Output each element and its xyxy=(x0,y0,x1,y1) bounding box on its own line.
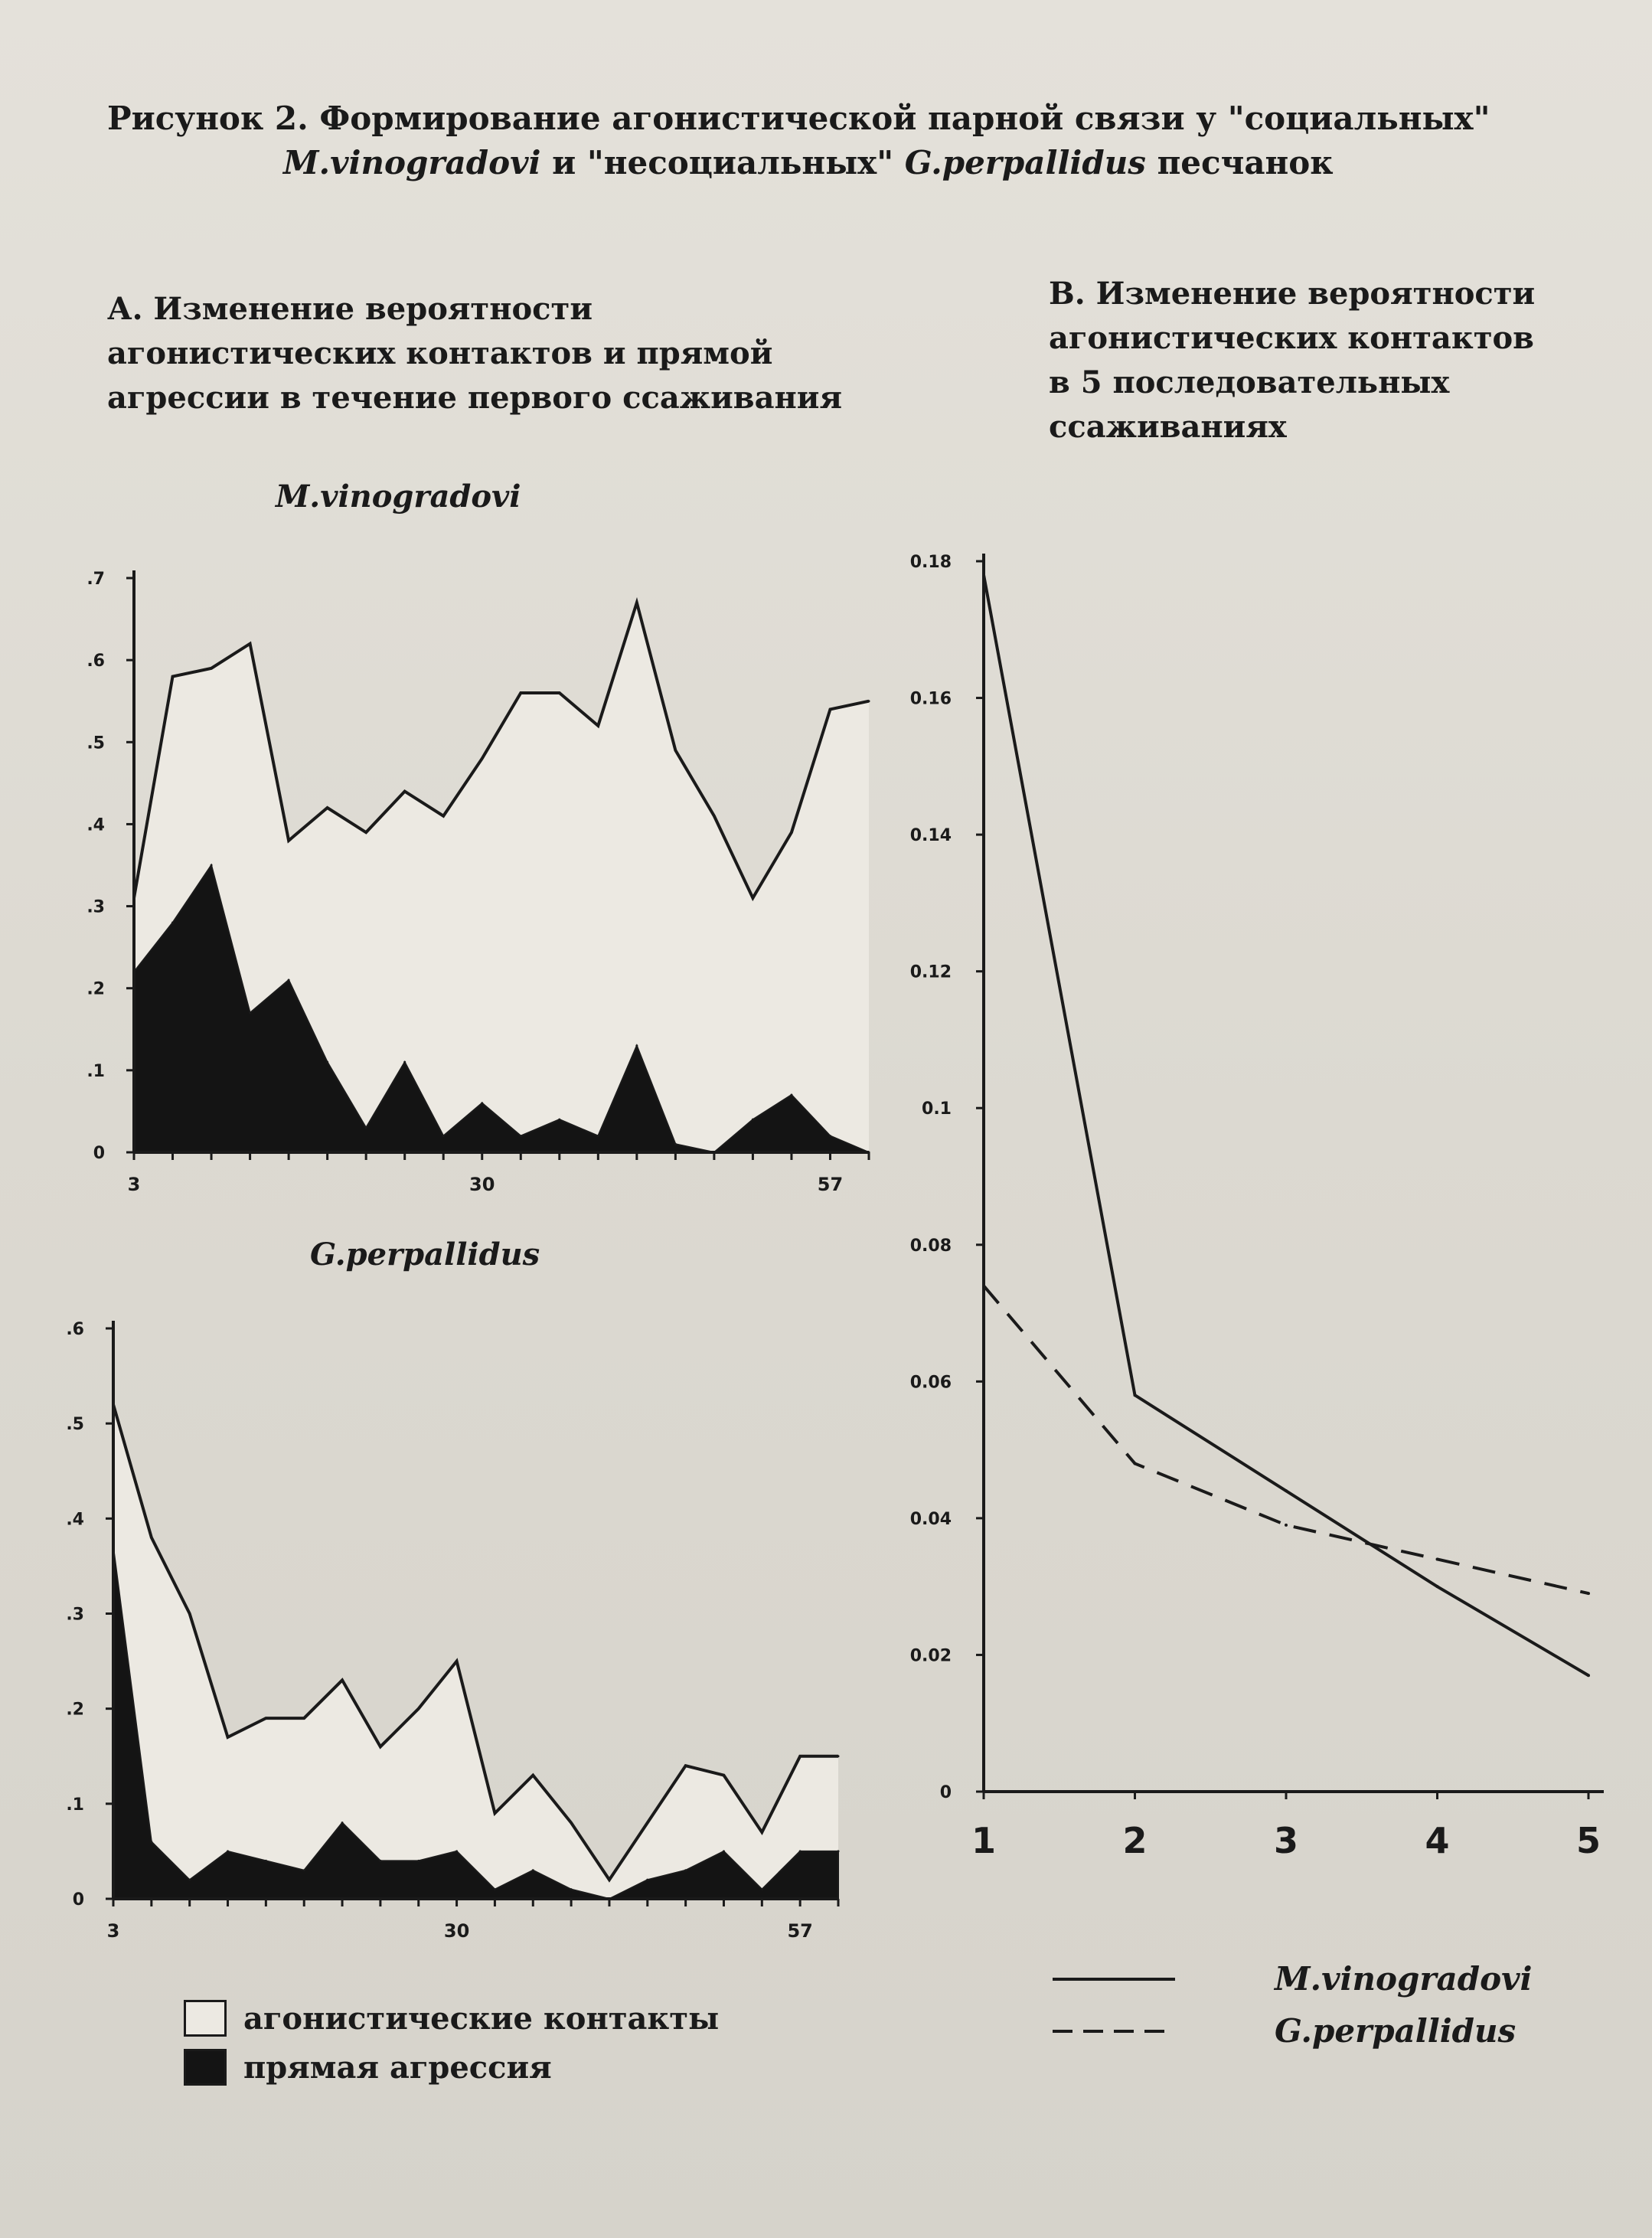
a2-aggression-point xyxy=(188,1879,191,1881)
a1-aggression-point xyxy=(520,1135,522,1137)
a1-contacts-point xyxy=(326,807,328,809)
a1-contacts-point xyxy=(829,708,831,711)
a1-y-tick-label: .4 xyxy=(87,815,105,835)
legend-b-solid xyxy=(1053,1960,1532,1998)
a1-x-tick-label: 57 xyxy=(817,1174,844,1195)
a2-aggression-point xyxy=(723,1850,725,1852)
a1-contacts-point xyxy=(365,831,367,834)
b-x-tick-label: 3 xyxy=(1273,1820,1299,1861)
a1-aggression-point xyxy=(249,1011,251,1014)
chart-a1-species-label: M.vinogradovi xyxy=(276,479,521,515)
b-y-tick-label: 0.1 xyxy=(922,1099,952,1119)
a1-y-tick-label: .1 xyxy=(87,1061,105,1081)
a2-contacts-point xyxy=(799,1755,802,1757)
legend-label-contacts: агонистические контакты xyxy=(243,2000,720,2037)
legend-b-label-mv: M.vinogradovi xyxy=(1275,1960,1533,1998)
a2-contacts-point xyxy=(532,1774,534,1776)
chart-a1-m-vinogradovi xyxy=(87,570,870,1195)
panel-b-heading-line4: ссаживаниях xyxy=(1049,409,1287,445)
a2-aggression-point xyxy=(379,1860,381,1862)
a1-y-tick-label: 0 xyxy=(93,1144,105,1163)
b-y-tick-label: 0.02 xyxy=(909,1646,952,1666)
b-y-tick-label: 0.18 xyxy=(909,553,952,572)
a1-aggression-point xyxy=(481,1102,483,1104)
a2-aggression-point xyxy=(265,1860,267,1862)
b-x-tick-label: 2 xyxy=(1122,1820,1148,1861)
a2-contacts-point xyxy=(150,1537,152,1539)
a1-aggression-point xyxy=(597,1135,599,1137)
b-y-tick-label: 0.08 xyxy=(909,1236,952,1256)
legend-dashed-line-sample xyxy=(1053,2027,1175,2035)
a1-x-tick-label: 3 xyxy=(127,1174,141,1195)
a1-y-tick-label: .7 xyxy=(87,570,105,589)
b-x-tick-label: 1 xyxy=(971,1820,997,1861)
a1-aggression-point xyxy=(288,979,290,982)
chart-a2-g-perpallidus xyxy=(66,1320,839,1942)
a1-contacts-point xyxy=(481,757,483,760)
b-point-m-vinogradovi xyxy=(982,573,985,577)
a1-contacts-point xyxy=(442,815,445,817)
legend-b-dashed xyxy=(1053,2012,1516,2050)
a1-aggression-point xyxy=(790,1094,792,1096)
a2-contacts-point xyxy=(723,1774,725,1776)
a2-y-tick-label: .2 xyxy=(66,1700,84,1720)
a2-contacts-point xyxy=(303,1717,305,1720)
a1-aggression-point xyxy=(635,1044,638,1047)
a1-x-tick-label: 30 xyxy=(469,1174,495,1195)
a1-y-tick-label: .2 xyxy=(87,979,105,999)
a2-aggression-point xyxy=(646,1879,648,1881)
a1-contacts-point xyxy=(520,692,522,694)
a2-y-tick-label: .5 xyxy=(66,1415,84,1435)
a2-contacts-point xyxy=(227,1736,229,1738)
a1-aggression-point xyxy=(403,1061,406,1063)
a1-aggression-point xyxy=(211,864,213,867)
a2-contacts-point xyxy=(837,1755,840,1757)
chart-b-sequential-contacts xyxy=(910,553,1604,1861)
title-mid-text: и "несоциальных" xyxy=(552,144,894,181)
a2-contacts-point xyxy=(455,1660,458,1662)
title-species-2: G.perpallidus xyxy=(904,144,1146,181)
a2-contacts-point xyxy=(761,1831,763,1834)
a2-contacts-point xyxy=(494,1812,496,1815)
a2-aggression-point xyxy=(837,1850,840,1852)
a2-aggression-point xyxy=(303,1869,305,1871)
b-point-m-vinogradovi xyxy=(1285,1489,1288,1492)
b-y-tick-label: 0.04 xyxy=(909,1509,952,1529)
b-point-g-perpallidus xyxy=(982,1284,985,1287)
a2-contacts-point xyxy=(379,1746,381,1748)
b-point-g-perpallidus xyxy=(1436,1557,1439,1560)
b-y-tick-label: 0.16 xyxy=(909,689,952,709)
a2-y-tick-label: .1 xyxy=(66,1795,84,1815)
b-line-m-vinogradovi xyxy=(984,575,1588,1675)
a2-contacts-point xyxy=(265,1717,267,1720)
b-x-tick-label: 4 xyxy=(1425,1820,1450,1861)
legend-b-label-gp: G.perpallidus xyxy=(1275,2012,1517,2050)
a1-contacts-point xyxy=(558,692,560,694)
a1-contacts-point xyxy=(597,724,599,727)
a1-contacts-point xyxy=(635,602,638,604)
a1-contacts-point xyxy=(868,700,870,702)
b-point-g-perpallidus xyxy=(1285,1524,1288,1527)
b-y-tick-label: 0 xyxy=(939,1783,952,1802)
a2-aggression-point xyxy=(570,1888,573,1890)
a2-aggression-point xyxy=(494,1888,496,1890)
a2-aggression-point xyxy=(417,1860,420,1862)
panel-a-heading-line2: агонистических контактов и прямой xyxy=(107,335,773,371)
legend-swatch-black xyxy=(184,2049,227,2086)
panel-a-heading-line1: А. Изменение вероятности xyxy=(107,291,593,327)
a1-aggression-point xyxy=(442,1135,445,1137)
a2-aggression-point xyxy=(227,1850,229,1852)
b-y-tick-label: 0.06 xyxy=(909,1373,952,1393)
a2-aggression-point xyxy=(532,1869,534,1871)
legend-label-aggression: прямая агрессия xyxy=(243,2049,552,2086)
title-species-1: M.vinogradovi xyxy=(283,144,541,181)
a2-y-tick-label: .3 xyxy=(66,1605,84,1625)
a1-y-tick-label: .6 xyxy=(87,652,105,671)
legend-item-contacts xyxy=(184,2000,719,2037)
a1-aggression-point xyxy=(326,1061,328,1063)
a1-contacts-point xyxy=(288,839,290,841)
a1-contacts-point xyxy=(211,667,213,669)
b-y-tick-label: 0.14 xyxy=(909,826,952,846)
a1-contacts-point xyxy=(403,790,406,792)
a2-aggression-point xyxy=(455,1850,458,1852)
b-point-m-vinogradovi xyxy=(1436,1585,1439,1588)
a1-aggression-point xyxy=(829,1135,831,1137)
a1-contacts-point xyxy=(249,642,251,645)
a1-y-tick-label: .5 xyxy=(87,733,105,753)
a2-contacts-area xyxy=(113,1404,838,1899)
b-point-g-perpallidus xyxy=(1134,1462,1137,1465)
panel-b-heading-line2: агонистических контактов xyxy=(1049,320,1534,356)
a2-contacts-point xyxy=(646,1821,648,1824)
b-y-tick-label: 0.12 xyxy=(909,962,952,982)
a1-contacts-point xyxy=(674,750,677,752)
a2-contacts-point xyxy=(608,1879,610,1881)
title-end-text: песчанок xyxy=(1157,144,1334,181)
a2-y-tick-label: .6 xyxy=(66,1320,84,1339)
a1-contacts-point xyxy=(713,815,715,817)
a2-aggression-point xyxy=(799,1850,802,1852)
a1-contacts-point xyxy=(752,897,754,899)
b-x-tick-label: 5 xyxy=(1575,1820,1601,1861)
legend-solid-line-sample xyxy=(1053,1975,1175,1983)
b-point-g-perpallidus xyxy=(1587,1592,1590,1595)
a2-contacts-point xyxy=(188,1612,191,1615)
a1-aggression-point xyxy=(674,1143,677,1145)
panel-a-heading-line3: агрессии в течение первого ссаживания xyxy=(107,380,842,416)
a2-y-tick-label: 0 xyxy=(72,1890,84,1910)
chart-a2-species-label: G.perpallidus xyxy=(310,1237,540,1273)
b-point-m-vinogradovi xyxy=(1587,1674,1590,1677)
b-point-m-vinogradovi xyxy=(1134,1393,1137,1397)
a1-aggression-point xyxy=(558,1119,560,1121)
a1-y-tick-label: .3 xyxy=(87,897,105,917)
a1-aggression-point xyxy=(365,1126,367,1129)
panel-b-heading-line1: В. Изменение вероятности xyxy=(1049,276,1536,312)
a2-y-tick-label: .4 xyxy=(66,1510,84,1530)
a1-aggression-point xyxy=(171,922,174,924)
a2-x-tick-label: 30 xyxy=(443,1920,470,1942)
a2-contacts-point xyxy=(684,1765,687,1767)
panel-b-heading-line3: в 5 последовательных xyxy=(1049,364,1450,400)
legend-item-aggression xyxy=(184,2049,552,2086)
a1-contacts-point xyxy=(171,675,174,678)
figure-title-prefix: Рисунок 2. Формирование агонистической парной связи у "социальных" xyxy=(107,100,1490,137)
a2-aggression-point xyxy=(684,1869,687,1871)
a2-contacts-point xyxy=(417,1707,420,1710)
a2-x-tick-label: 57 xyxy=(787,1920,813,1942)
a1-contacts-point xyxy=(790,831,792,834)
a1-aggression-point xyxy=(752,1119,754,1121)
a2-aggression-point xyxy=(150,1841,152,1843)
b-line-g-perpallidus xyxy=(984,1286,1588,1593)
legend-swatch-white xyxy=(184,2000,227,2037)
a2-contacts-point xyxy=(570,1821,573,1824)
a2-aggression-point xyxy=(761,1888,763,1890)
a2-contacts-point xyxy=(341,1679,344,1681)
a2-x-tick-label: 3 xyxy=(106,1920,120,1942)
a2-aggression-point xyxy=(341,1821,344,1824)
